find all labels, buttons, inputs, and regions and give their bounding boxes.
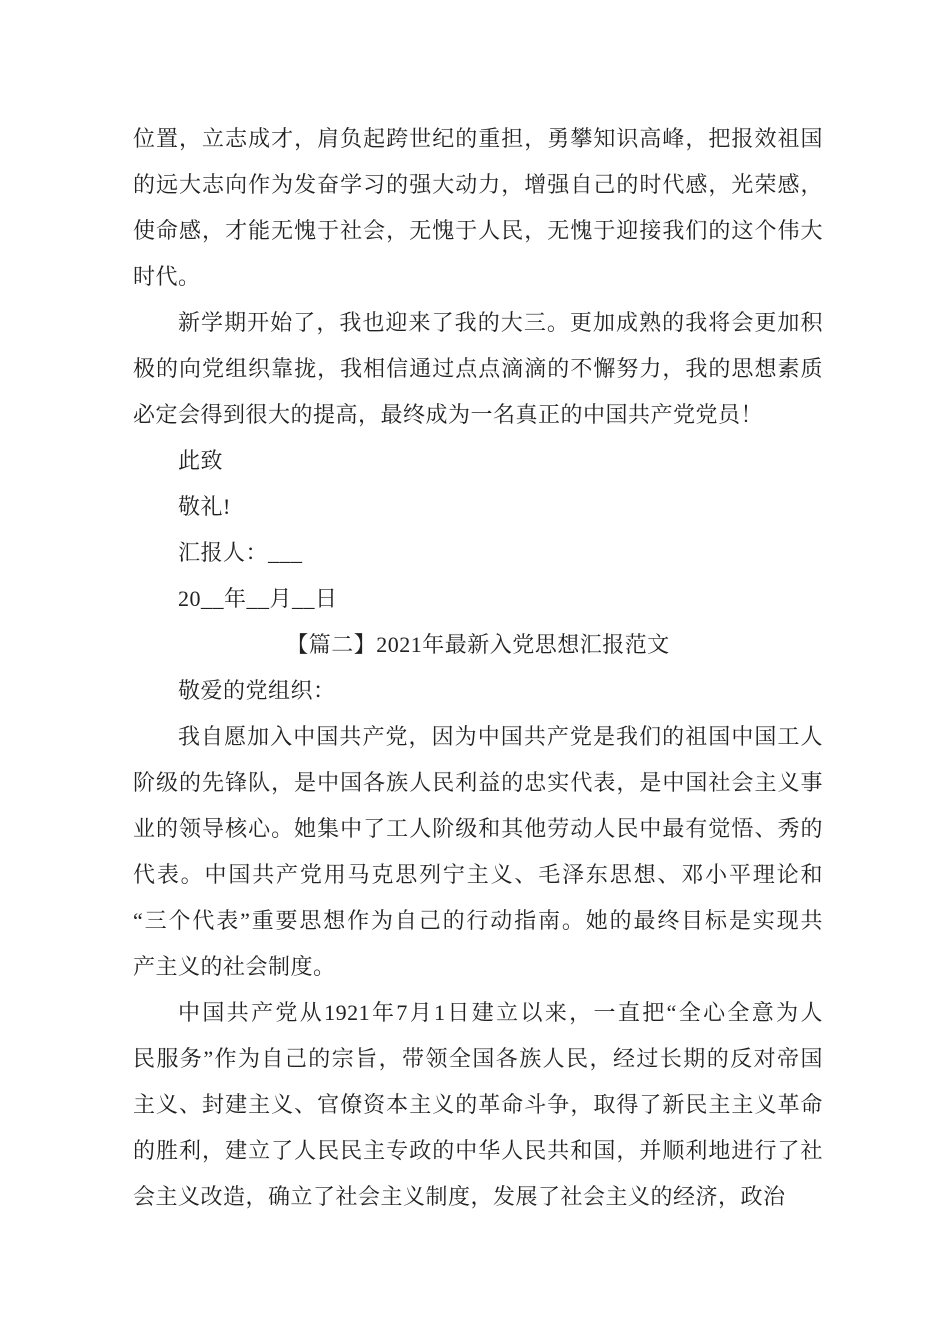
text-line: 业的领导核心。她集中了工人阶级和其他劳动人民中最有觉悟、秀的 [133, 816, 823, 841]
text-line: 民服务”作为自己的宗旨，带领全国各族人民，经过长期的反对帝国 [133, 1046, 823, 1071]
text-line: 的胜利，建立了人民民主专政的中华人民共和国，并顺利地进行了社 [133, 1138, 823, 1163]
text-line: 敬爱的党组织： [178, 678, 336, 703]
text-line: 阶级的先锋队，是中国各族人民利益的忠实代表，是中国社会主义事 [133, 770, 823, 795]
section-title: 【篇二】2021年最新入党思想汇报范文 [286, 632, 670, 657]
text-line: 产主义的社会制度。 [133, 954, 336, 979]
text-line: 时代。 [133, 264, 201, 289]
text-line: 中国共产党从1921年7月1日建立以来，一直把“全心全意为人 [178, 1000, 823, 1025]
text-line: 主义、封建主义、官僚资本主义的革命斗争，取得了新民主主义革命 [133, 1092, 823, 1117]
text-line: 新学期开始了，我也迎来了我的大三。更加成熟的我将会更加积 [178, 310, 823, 335]
text-line: 20__年__月__日 [178, 586, 338, 611]
text-line: 位置，立志成才，肩负起跨世纪的重担，勇攀知识高峰，把报效祖国 [133, 126, 823, 151]
text-line: 的远大志向作为发奋学习的强大动力，增强自己的时代感，光荣感， [133, 172, 823, 197]
text-line: 使命感，才能无愧于社会，无愧于人民，无愧于迎接我们的这个伟大 [133, 218, 823, 243]
document-body [133, 116, 823, 1220]
text-line: 汇报人：___ [178, 540, 303, 565]
text-line: 极的向党组织靠拢，我相信通过点点滴滴的不懈努力，我的思想素质 [133, 356, 823, 381]
text-line: 代表。中国共产党用马克思列宁主义、毛泽东思想、邓小平理论和 [133, 862, 823, 887]
text-line: 我自愿加入中国共产党，因为中国共产党是我们的祖国中国工人 [178, 724, 823, 749]
text-line: “三个代表”重要思想作为自己的行动指南。她的最终目标是实现共 [133, 908, 823, 933]
text-line: 会主义改造，确立了社会主义制度，发展了社会主义的经济，政治 [133, 1184, 786, 1209]
text-line: 敬礼! [178, 494, 231, 519]
text-line: 此致 [178, 448, 224, 473]
text-line: 必定会得到很大的提高，最终成为一名真正的中国共产党党员！ [133, 402, 764, 427]
